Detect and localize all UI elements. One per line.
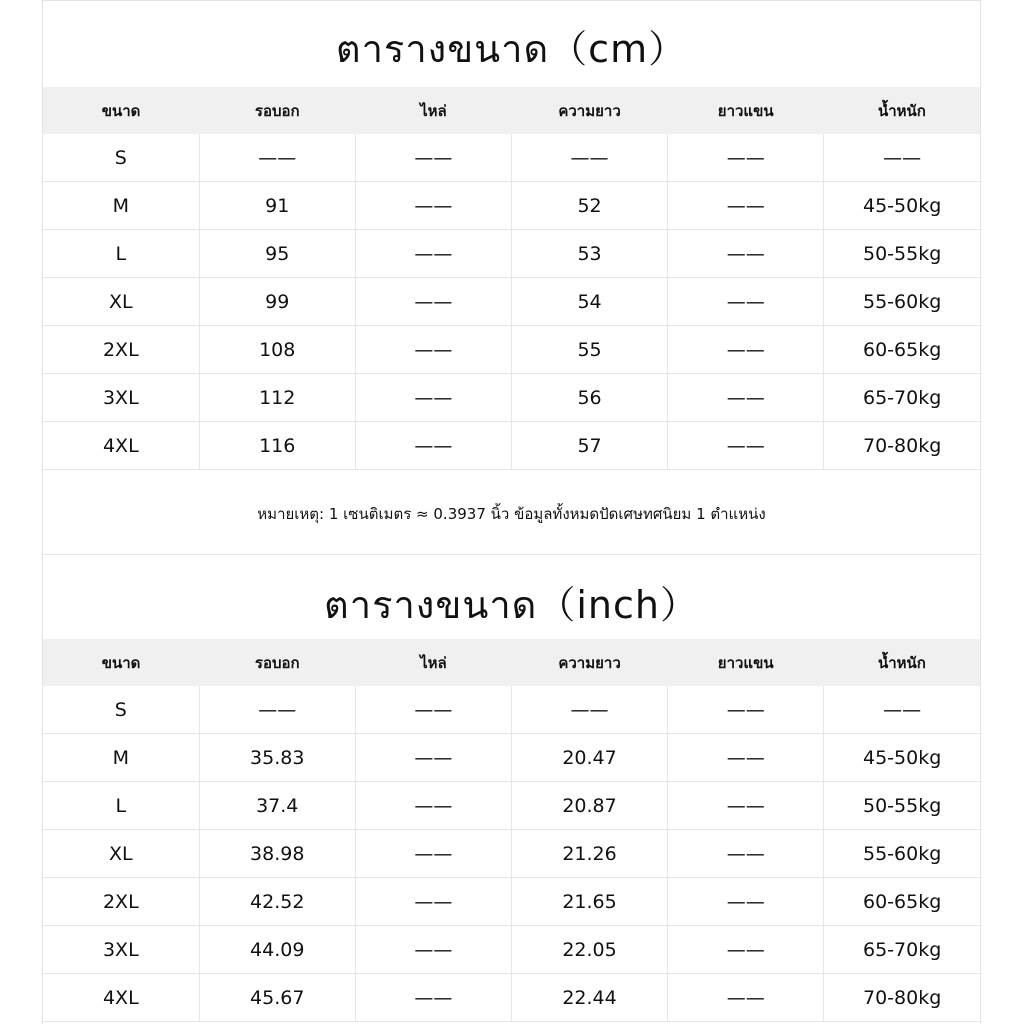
chest-cell: —— [199, 134, 355, 182]
cm-size-table [43, 87, 980, 470]
chest-cell: 95 [199, 230, 355, 278]
length-cell: 20.47 [511, 734, 667, 782]
size-cell: L [43, 782, 199, 830]
sleeve-cell: —— [668, 230, 824, 278]
length-cell: —— [511, 134, 667, 182]
length-cell: 22.05 [511, 926, 667, 974]
length-cell: 21.26 [511, 830, 667, 878]
shoulder-cell: —— [355, 422, 511, 470]
chest-cell: 42.52 [199, 878, 355, 926]
size-cell: M [43, 734, 199, 782]
chest-cell: 99 [199, 278, 355, 326]
chest-cell: 116 [199, 422, 355, 470]
weight-cell: 55-60kg [824, 830, 980, 878]
size-cell: S [43, 134, 199, 182]
header-length: ความยาว [511, 639, 667, 686]
size-cell: 2XL [43, 878, 199, 926]
size-cell: M [43, 182, 199, 230]
conversion-note: หมายเหตุ: 1 เซนติเมตร ≈ 0.3937 นิ้ว ข้อมูลทั้งหมดปัดเศษทศนิยม 1 ตำแหน่ง [43, 470, 980, 555]
length-cell: 20.87 [511, 782, 667, 830]
sleeve-cell: —— [668, 926, 824, 974]
sleeve-cell: —— [668, 278, 824, 326]
shoulder-cell: —— [355, 974, 511, 1022]
sleeve-cell: —— [668, 182, 824, 230]
weight-cell: —— [824, 134, 980, 182]
size-cell: 2XL [43, 326, 199, 374]
weight-cell: 60-65kg [824, 326, 980, 374]
cm-table-title: ตารางขนาด（cm） [43, 0, 980, 87]
table-row [43, 134, 980, 182]
chest-cell: 112 [199, 374, 355, 422]
shoulder-cell: —— [355, 182, 511, 230]
sleeve-cell: —— [668, 686, 824, 734]
weight-cell: 55-60kg [824, 278, 980, 326]
length-cell: 52 [511, 182, 667, 230]
chest-cell: 45.67 [199, 974, 355, 1022]
sleeve-cell: —— [668, 374, 824, 422]
shoulder-cell: —— [355, 926, 511, 974]
weight-cell: 50-55kg [824, 782, 980, 830]
inch-table-body [43, 686, 980, 1022]
header-sleeve: ยาวแขน [668, 639, 824, 686]
chest-cell: —— [199, 686, 355, 734]
sleeve-cell: —— [668, 734, 824, 782]
header-weight: น้ำหนัก [824, 87, 980, 134]
table-row [43, 278, 980, 326]
size-cell: 3XL [43, 374, 199, 422]
table-row [43, 878, 980, 926]
shoulder-cell: —— [355, 830, 511, 878]
shoulder-cell: —— [355, 134, 511, 182]
weight-cell: 65-70kg [824, 374, 980, 422]
inch-size-table [43, 639, 980, 1022]
table-row [43, 686, 980, 734]
sleeve-cell: —— [668, 134, 824, 182]
weight-cell: 60-65kg [824, 878, 980, 926]
weight-cell: 45-50kg [824, 182, 980, 230]
table-row [43, 230, 980, 278]
shoulder-cell: —— [355, 782, 511, 830]
table-row [43, 830, 980, 878]
header-chest: รอบอก [199, 87, 355, 134]
table-row [43, 734, 980, 782]
header-size: ขนาด [43, 87, 199, 134]
header-shoulder: ไหล่ [355, 639, 511, 686]
shoulder-cell: —— [355, 374, 511, 422]
sleeve-cell: —— [668, 782, 824, 830]
size-chart-page [42, 0, 981, 1024]
inch-table-title: ตารางขนาด（inch） [324, 583, 699, 627]
table-row [43, 422, 980, 470]
table-row [43, 326, 980, 374]
size-cell: 4XL [43, 974, 199, 1022]
inch-header-row [43, 639, 980, 686]
shoulder-cell: —— [355, 326, 511, 374]
header-weight: น้ำหนัก [824, 639, 980, 686]
size-cell: S [43, 686, 199, 734]
length-cell: 53 [511, 230, 667, 278]
chest-cell: 91 [199, 182, 355, 230]
sleeve-cell: —— [668, 830, 824, 878]
header-sleeve: ยาวแขน [668, 87, 824, 134]
sleeve-cell: —— [668, 878, 824, 926]
sleeve-cell: —— [668, 326, 824, 374]
size-cell: 3XL [43, 926, 199, 974]
weight-cell: 70-80kg [824, 422, 980, 470]
table-row [43, 374, 980, 422]
shoulder-cell: —— [355, 278, 511, 326]
shoulder-cell: —— [355, 734, 511, 782]
chest-cell: 37.4 [199, 782, 355, 830]
sleeve-cell: —— [668, 974, 824, 1022]
shoulder-cell: —— [355, 878, 511, 926]
chest-cell: 108 [199, 326, 355, 374]
header-chest: รอบอก [199, 639, 355, 686]
length-cell: 56 [511, 374, 667, 422]
weight-cell: 45-50kg [824, 734, 980, 782]
cm-table-body [43, 134, 980, 470]
header-size: ขนาด [43, 639, 199, 686]
size-cell: 4XL [43, 422, 199, 470]
header-length: ความยาว [511, 87, 667, 134]
length-cell: 55 [511, 326, 667, 374]
size-cell: XL [43, 278, 199, 326]
chest-cell: 38.98 [199, 830, 355, 878]
chest-cell: 44.09 [199, 926, 355, 974]
length-cell: 54 [511, 278, 667, 326]
length-cell: 57 [511, 422, 667, 470]
weight-cell: 65-70kg [824, 926, 980, 974]
chest-cell: 35.83 [199, 734, 355, 782]
shoulder-cell: —— [355, 686, 511, 734]
table-row [43, 782, 980, 830]
length-cell: 22.44 [511, 974, 667, 1022]
size-cell: L [43, 230, 199, 278]
weight-cell: 50-55kg [824, 230, 980, 278]
table-row [43, 182, 980, 230]
table-row [43, 974, 980, 1022]
table-row [43, 926, 980, 974]
length-cell: —— [511, 686, 667, 734]
cm-header-row [43, 87, 980, 134]
weight-cell: —— [824, 686, 980, 734]
size-cell: XL [43, 830, 199, 878]
shoulder-cell: —— [355, 230, 511, 278]
header-shoulder: ไหล่ [355, 87, 511, 134]
sleeve-cell: —— [668, 422, 824, 470]
weight-cell: 70-80kg [824, 974, 980, 1022]
length-cell: 21.65 [511, 878, 667, 926]
